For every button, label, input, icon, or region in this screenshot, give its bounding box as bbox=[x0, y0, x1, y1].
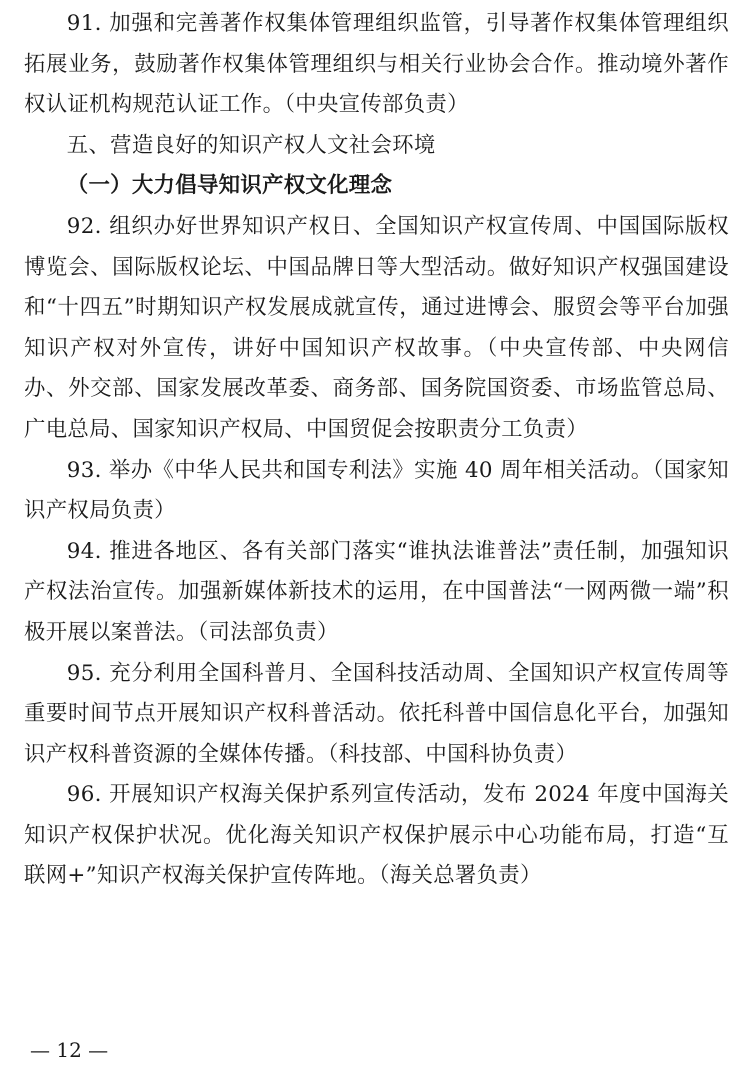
paragraph-91: 91. 加强和完善著作权集体管理组织监管，引导著作权集体管理组织拓展业务，鼓励著作权集体管理组织与相关行业协会合作。推动境外著作权认证机构规范认证工作。（中央宣传部负责） bbox=[24, 11, 729, 118]
document-page bbox=[24, 4, 729, 897]
subsection-heading-1: （一）大力倡导知识产权文化理念 bbox=[66, 173, 393, 199]
page-number: — 12 — bbox=[30, 1038, 109, 1062]
section-heading-5: 五、营造良好的知识产权人文社会环境 bbox=[66, 132, 436, 158]
paragraph-92: 92. 组织办好世界知识产权日、全国知识产权宣传周、中国国际版权博览会、国际版权论坛、中国品牌日等大型活动。做好知识产权强国建设和“十四五”时期知识产权发展成就宣传，通过进博会、服贸会等平台加强知识产权对外宣传，讲好中国知识产权故事。（中央宣传部、中央网信办、外交部、国家发展改革委、商务部、国务院国资委、市场监管总局、广电总局、国家知识产权局、中国贸促会按职责分工负责） bbox=[24, 213, 729, 442]
paragraph-93: 93. 举办《中华人民共和国专利法》实施 40 周年相关活动。（国家知识产权局负责） bbox=[24, 457, 729, 524]
paragraph-96: 96. 开展知识产权海关保护系列宣传活动，发布 2024 年度中国海关知识产权保护状况。优化海关知识产权保护展示中心功能布局，打造“互联网+”知识产权海关保护宣传阵地。（海关总署负责） bbox=[24, 782, 729, 889]
paragraph-95: 95. 充分利用全国科普月、全国科技活动周、全国知识产权宣传周等重要时间节点开展知识产权科普活动。依托科普中国信息化平台，加强知识产权科普资源的全媒体传播。（科技部、中国科协负责） bbox=[24, 660, 729, 767]
paragraph-94: 94. 推进各地区、各有关部门落实“谁执法谁普法”责任制，加强知识产权法治宣传。加强新媒体新技术的运用，在中国普法“一网两微一端”积极开展以案普法。（司法部负责） bbox=[24, 538, 729, 645]
